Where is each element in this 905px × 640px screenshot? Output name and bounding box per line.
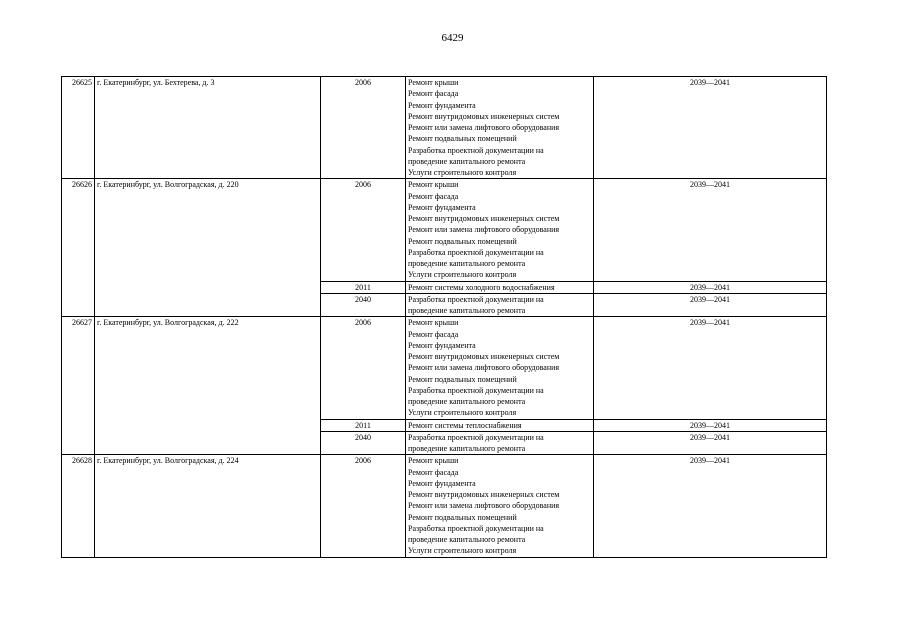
work-item: Ремонт внутридомовых инженерных систем (408, 490, 560, 499)
work-item: Разработка проектной документации на (408, 247, 544, 257)
work-item: Ремонт внутридомовых инженерных систем (408, 111, 560, 121)
repair-period: 2039—2041 (594, 77, 827, 179)
work-item: Ремонт подвальных помещений (408, 134, 517, 144)
work-item: Ремонт или замена лифтового оборудования (408, 363, 560, 373)
work-item: Ремонт фасада (408, 329, 459, 339)
work-item: Ремонт подвальных помещений (408, 512, 517, 522)
house-address: г. Екатеринбург, ул. Волгоградская, д. 220 (95, 179, 321, 317)
work-item: проведение капитального ремонта (408, 444, 526, 453)
table-row (62, 317, 827, 419)
works-list (406, 431, 594, 455)
page-number: 6429 (441, 32, 464, 44)
work-item: Ремонт фундамента (408, 340, 476, 350)
work-item: Ремонт системы холодного водоснабжения (408, 282, 555, 292)
works-list (406, 317, 594, 419)
build-year: 2040 (321, 431, 406, 455)
works-list (406, 179, 594, 281)
work-item: Ремонт фасада (408, 89, 459, 99)
work-item: Ремонт фасада (408, 467, 459, 477)
work-item: Разработка проектной документации на (408, 145, 544, 155)
build-year: 2006 (321, 77, 406, 179)
repair-period: 2039—2041 (594, 179, 827, 281)
works-list (406, 77, 594, 179)
work-item: Ремонт или замена лифтового оборудования (408, 225, 560, 235)
build-year: 2011 (321, 281, 406, 293)
house-address: г. Екатеринбург, ул. Бехтерева, д. 3 (95, 77, 321, 179)
work-item: Ремонт крыши (408, 318, 459, 328)
work-item: Ремонт фундамента (408, 478, 476, 488)
work-item: Ремонт или замена лифтового оборудования (408, 501, 560, 511)
work-item: Разработка проектной документации на (408, 294, 544, 304)
work-item: Услуги строительного контроля (408, 168, 517, 177)
repair-schedule-table (61, 76, 827, 558)
repair-period: 2039—2041 (594, 431, 827, 455)
work-item: Ремонт крыши (408, 180, 459, 190)
work-item: проведение капитального ремонта (408, 156, 526, 166)
house-number: 26628 (62, 455, 95, 557)
repair-period: 2039—2041 (594, 455, 827, 557)
work-item: Ремонт фасада (408, 191, 459, 201)
repair-period: 2039—2041 (594, 281, 827, 293)
work-item: проведение капитального ремонта (408, 259, 526, 268)
work-item: Разработка проектной документации на (408, 523, 544, 533)
works-list (406, 293, 594, 317)
work-item: Ремонт фундамента (408, 202, 476, 212)
work-item: Ремонт системы теплоснабжения (408, 420, 522, 430)
repair-period: 2039—2041 (594, 419, 827, 431)
build-year: 2006 (321, 455, 406, 557)
house-number: 26625 (62, 77, 95, 179)
work-item: Ремонт внутридомовых инженерных систем (408, 352, 560, 361)
build-year: 2006 (321, 317, 406, 419)
work-item: проведение капитального ремонта (408, 306, 526, 315)
house-number: 26627 (62, 317, 95, 455)
work-item: Ремонт внутридомовых инженерных систем (408, 214, 560, 223)
house-number: 26626 (62, 179, 95, 317)
work-item: Разработка проектной документации на (408, 432, 544, 442)
work-item: Услуги строительного контроля (408, 270, 517, 280)
build-year: 2011 (321, 419, 406, 431)
work-item: Ремонт подвальных помещений (408, 236, 517, 246)
build-year: 2006 (321, 179, 406, 281)
build-year: 2040 (321, 293, 406, 317)
work-item: Ремонт фундамента (408, 100, 476, 110)
work-item: проведение капитального ремонта (408, 397, 526, 406)
work-item: Ремонт или замена лифтового оборудования (408, 123, 560, 132)
house-address: г. Екатеринбург, ул. Волгоградская, д. 222 (95, 317, 321, 455)
work-item: Услуги строительного контроля (408, 546, 517, 556)
work-item: Ремонт подвальных помещений (408, 374, 517, 384)
work-item: Разработка проектной документации на (408, 385, 544, 395)
works-list (406, 281, 594, 293)
house-address: г. Екатеринбург, ул. Волгоградская, д. 224 (95, 455, 321, 557)
repair-period: 2039—2041 (594, 317, 827, 419)
work-item: Ремонт крыши (408, 456, 459, 466)
work-item: проведение капитального ремонта (408, 535, 526, 544)
work-item: Услуги строительного контроля (408, 408, 517, 418)
table-row (62, 179, 827, 281)
repair-period: 2039—2041 (594, 293, 827, 317)
works-list (406, 419, 594, 431)
table-row (62, 77, 827, 179)
works-list (406, 455, 594, 557)
table-row (62, 455, 827, 557)
work-item: Ремонт крыши (408, 78, 459, 87)
